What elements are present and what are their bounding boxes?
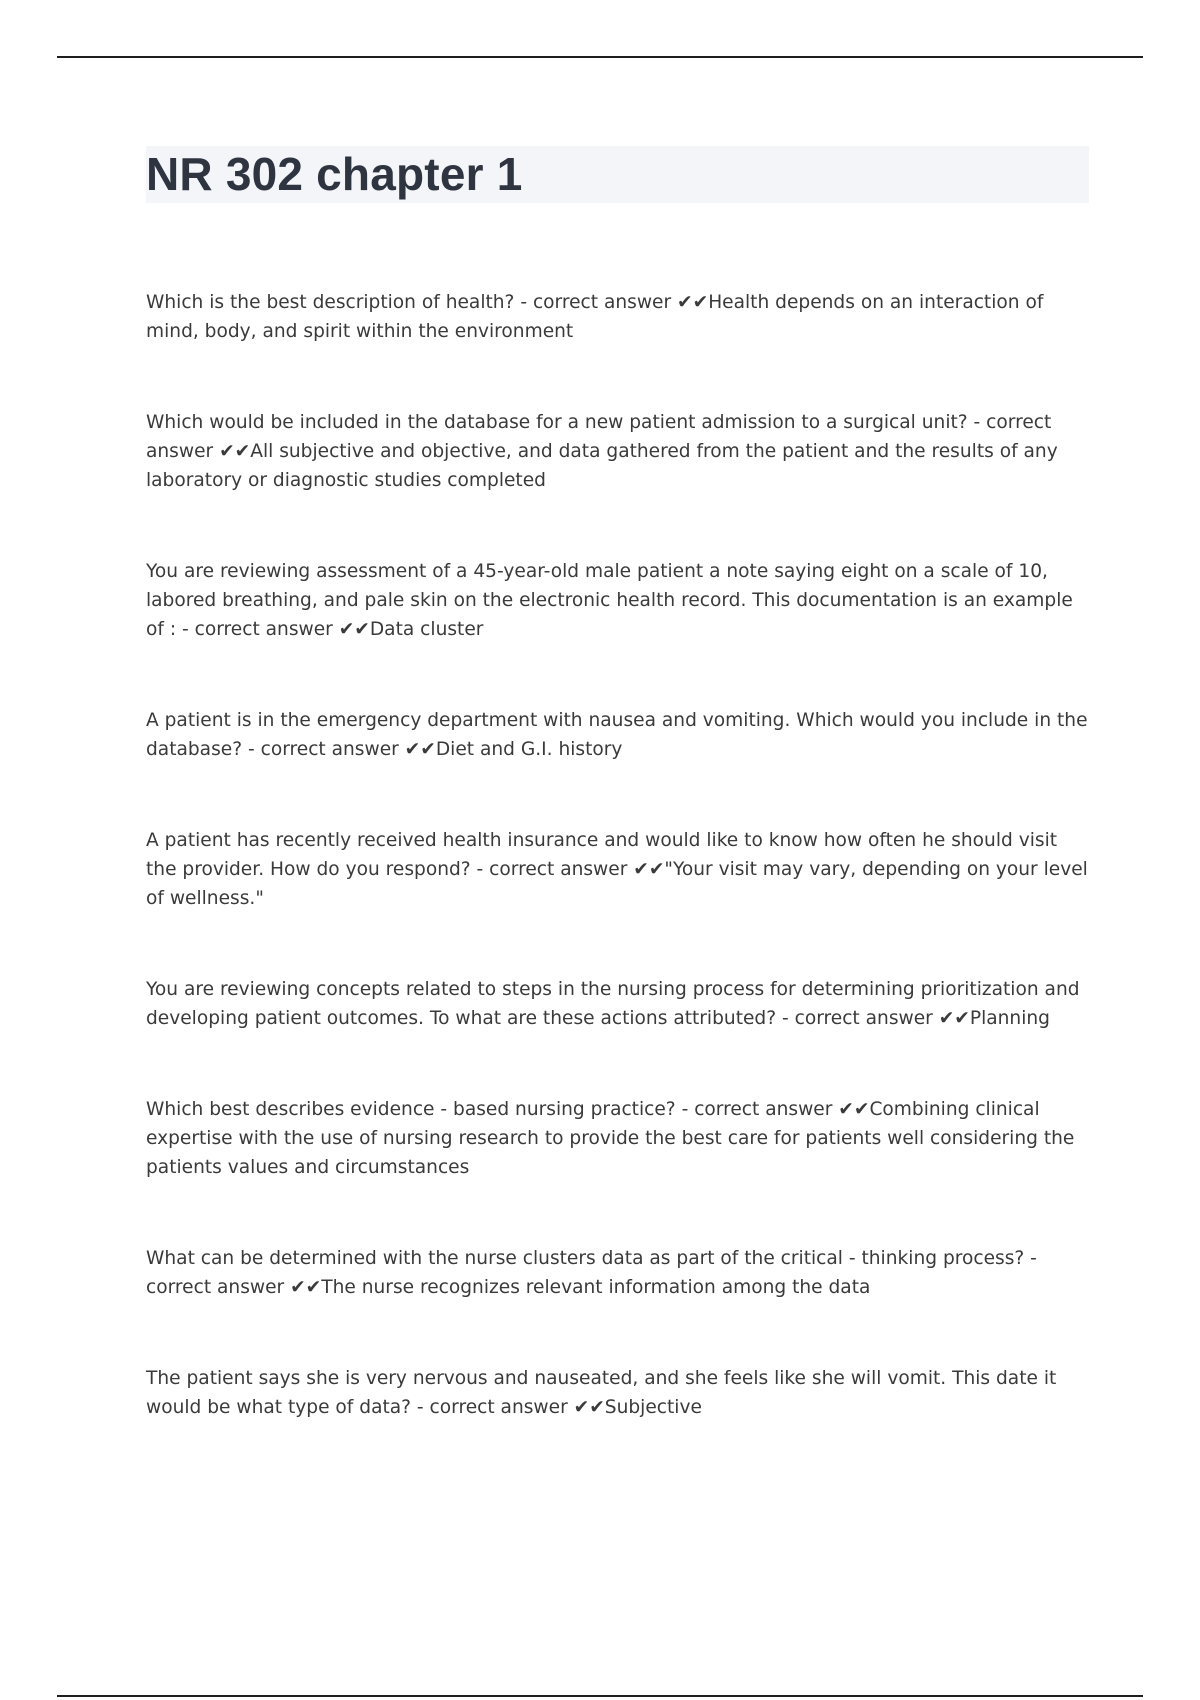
qa-list [146, 288, 1091, 1422]
qa-item: A patient is in the emergency department with nausea and vomiting. Which would you include in the database? - correct answer ✔✔Diet and G.I. history [146, 710, 1088, 760]
header-rule [57, 56, 1143, 58]
page-title: NR 302 chapter 1 [146, 148, 523, 200]
footer-rule [57, 1695, 1143, 1697]
qa-item: Which is the best description of health? - correct answer ✔✔Health depends on an interaction of mind, body, and spirit within the environment [146, 292, 1044, 342]
qa-item: What can be determined with the nurse clusters data as part of the critical - thinking process? - correct answer ✔✔The nurse recognizes relevant information among the data [146, 1248, 1037, 1298]
qa-item: Which would be included in the database for a new patient admission to a surgical unit? - correct answer ✔✔All subjective and objective, and data gathered from the patient and the results of any laboratory or diagnostic studies completed [146, 412, 1058, 491]
qa-item: You are reviewing concepts related to steps in the nursing process for determining prioritization and developing patient outcomes. To what are these actions attributed? - correct answer ✔✔Planning [146, 979, 1080, 1029]
qa-item: The patient says she is very nervous and nauseated, and she feels like she will vomit. This date it would be what type of data? - correct answer ✔✔Subjective [146, 1368, 1057, 1418]
qa-item: Which best describes evidence - based nursing practice? - correct answer ✔✔Combining clinical expertise with the use of nursing research to provide the best care for patients well considering the patients values and circumstances [146, 1099, 1075, 1178]
qa-item: A patient has recently received health insurance and would like to know how often he should visit the provider. How do you respond? - correct answer ✔✔"Your visit may vary, depending on your level of wellness." [146, 830, 1088, 909]
qa-item: You are reviewing assessment of a 45-year-old male patient a note saying eight on a scale of 10, labored breathing, and pale skin on the electronic health record. This documentation is an example of : - correct answer ✔✔Data cluster [146, 561, 1073, 640]
